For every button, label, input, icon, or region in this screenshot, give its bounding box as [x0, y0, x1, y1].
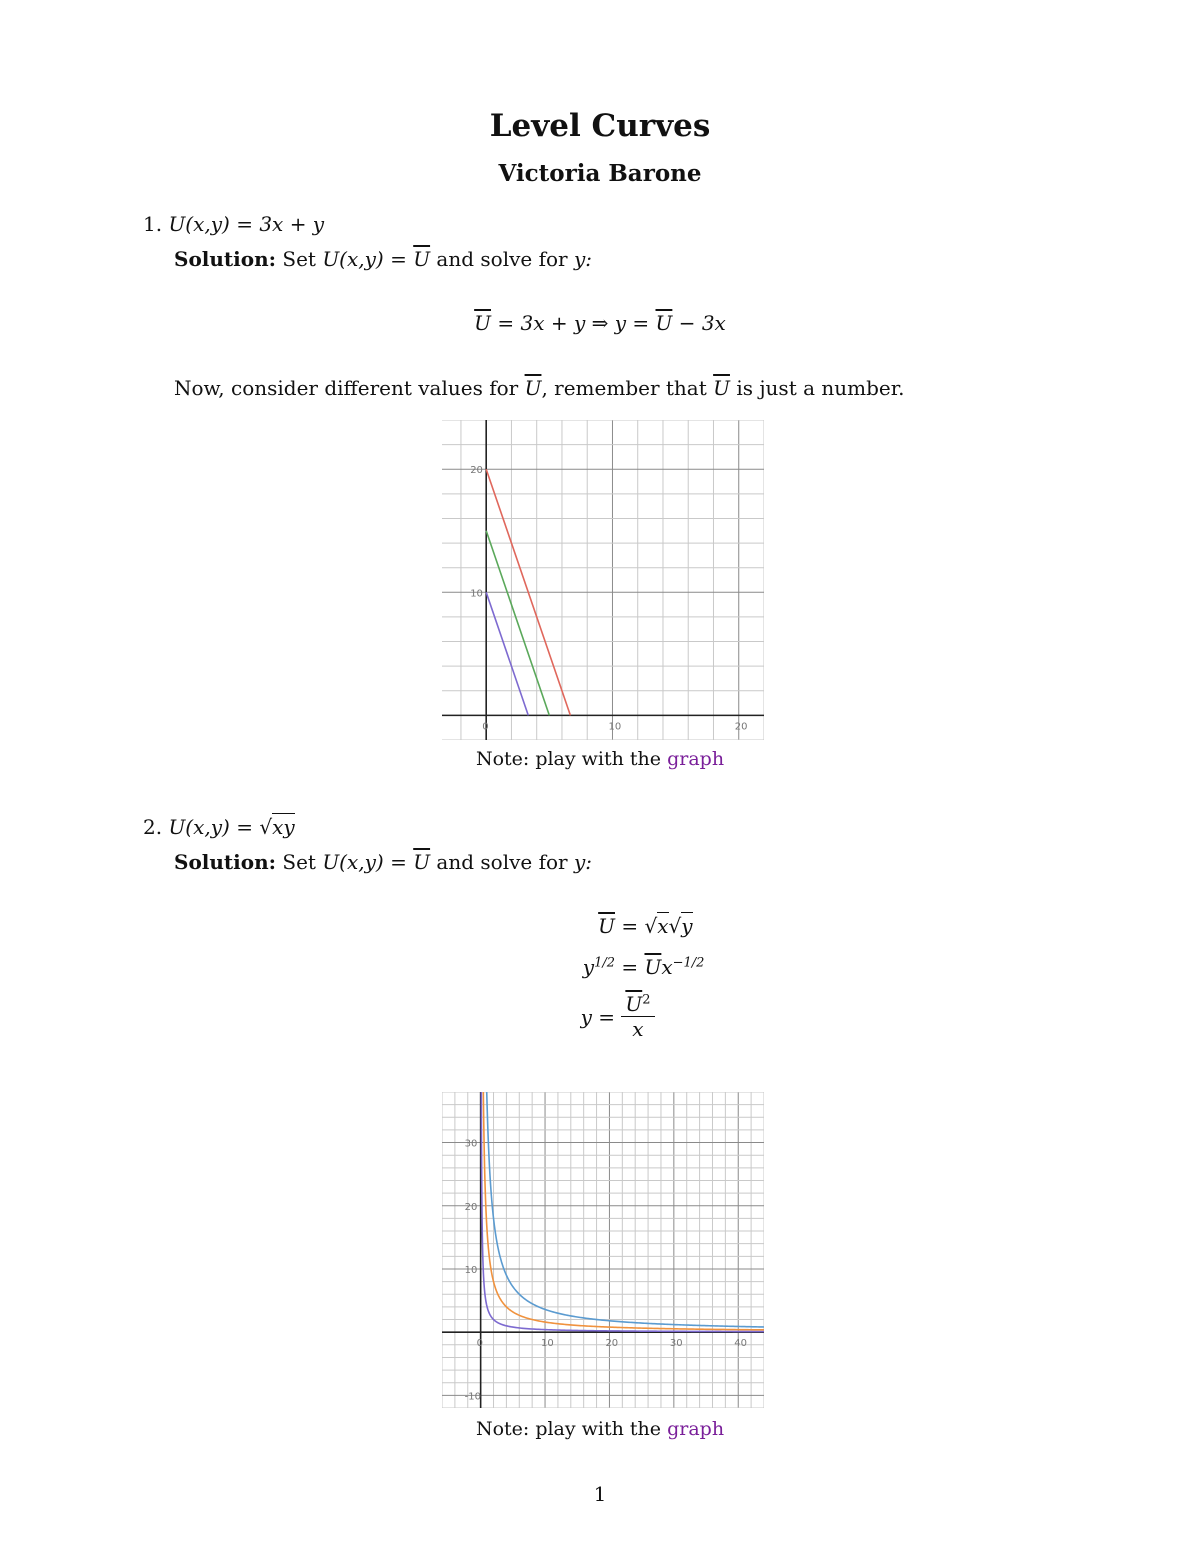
equation-line-2 — [555, 955, 704, 979]
caption-text: Note: play with the — [475, 1418, 662, 1440]
problem-1-note — [174, 376, 904, 400]
y-tick-label: 10 — [464, 1264, 478, 1276]
graph-link[interactable]: graph — [667, 1418, 725, 1440]
x-tick-label: 10 — [608, 721, 622, 733]
function-lhs: U(x,y) = — [168, 212, 253, 236]
ubar-symbol: $\overline{U}$ — [524, 376, 542, 400]
x-tick-label: 0 — [476, 1338, 484, 1350]
y-tick-label: 30 — [464, 1138, 478, 1150]
problem-1-statement — [143, 212, 324, 236]
eq3-den: x — [632, 1017, 644, 1041]
eq2-lhs: y — [582, 955, 595, 979]
author: Victoria Barone — [498, 160, 702, 187]
series-line — [486, 592, 528, 715]
problem-number: 1. — [143, 212, 163, 236]
solution-var: y: — [573, 247, 592, 271]
ubar-symbol: $\overline{U}$ — [655, 311, 673, 335]
x-tick-label: 20 — [605, 1338, 619, 1350]
y-tick-label: 20 — [470, 465, 483, 477]
equals-sign: = — [621, 955, 639, 979]
figure-caption — [0, 748, 1200, 770]
solution-math: U(x,y) = — [322, 850, 407, 874]
eq3-num-exp: 2 — [642, 992, 651, 1008]
problem-2-statement: 2. U(x,y) = √xy — [143, 815, 295, 839]
note-text: is just a number. — [736, 376, 905, 400]
x-tick-label: 10 — [541, 1338, 554, 1350]
equation-tail: − 3x — [678, 311, 726, 335]
solution-text: and solve for — [436, 247, 568, 271]
ubar-symbol: $\overline{U}$ — [598, 914, 615, 938]
problem-1-equation — [0, 311, 1200, 335]
y-tick-label: 10 — [470, 588, 483, 600]
ubar-symbol: $\overline{U}$ — [625, 992, 643, 1016]
eq3-lhs: y = — [580, 1004, 615, 1029]
equals-sign: = — [621, 914, 639, 938]
ubar-symbol: $\overline{U}$ — [413, 247, 431, 271]
eq1-rhs-b: y — [681, 914, 693, 938]
equation-line-1: $\overline{U} = √x√y$ — [598, 914, 693, 938]
eq2-rhs-exp: −1/2 — [672, 955, 705, 971]
problem-2-solution-intro — [174, 850, 592, 874]
x-tick-label: 20 — [734, 721, 748, 733]
figure-caption — [0, 1418, 1200, 1440]
solution-text: Set — [282, 850, 316, 874]
eq2-lhs-exp: 1/2 — [594, 955, 615, 971]
problem-number: 2. — [143, 815, 163, 839]
series-line — [486, 531, 549, 716]
page-title: Level Curves — [489, 108, 711, 144]
ubar-symbol: $\overline{U}$ — [413, 850, 431, 874]
level-curves-chart-linear — [442, 420, 764, 740]
function-rhs: xy — [272, 815, 295, 839]
note-text: , remember that — [541, 376, 707, 400]
solution-text: and solve for — [436, 850, 568, 874]
y-tick-label: 20 — [464, 1201, 478, 1213]
x-tick-label: 30 — [669, 1338, 683, 1350]
eq2-rhs-var: x — [661, 955, 673, 979]
ubar-symbol: $\overline{U}$ — [713, 376, 730, 400]
solution-var: y: — [573, 850, 592, 874]
x-tick-label: 40 — [734, 1338, 747, 1350]
solution-text: Set — [282, 247, 316, 271]
eq1-rhs-a: x — [657, 914, 669, 938]
level-curves-chart-hyperbolic — [442, 1092, 764, 1408]
solution-label: Solution: — [174, 247, 277, 271]
equation: = 3x + y ⇒ y = — [497, 311, 650, 335]
y-tick-label: -10 — [464, 1391, 481, 1403]
fraction — [621, 992, 654, 1041]
ubar-symbol: $\overline{U}$ — [474, 311, 491, 335]
equation-line-3 — [555, 992, 655, 1041]
ubar-symbol: $\overline{U}$ — [644, 955, 662, 979]
page-number: 1 — [593, 1482, 607, 1506]
solution-math: U(x,y) = — [322, 247, 407, 271]
function-rhs: 3x + y — [259, 212, 325, 236]
note-text: Now, consider different values for — [174, 376, 519, 400]
solution-label: Solution: — [174, 850, 277, 874]
caption-text: Note: play with the — [475, 748, 662, 770]
series-line — [486, 1092, 764, 1327]
problem-1-solution-intro — [174, 247, 592, 271]
x-tick-label: 0 — [482, 721, 489, 733]
function-lhs: U(x,y) = — [168, 815, 253, 839]
graph-link[interactable]: graph — [667, 748, 725, 770]
